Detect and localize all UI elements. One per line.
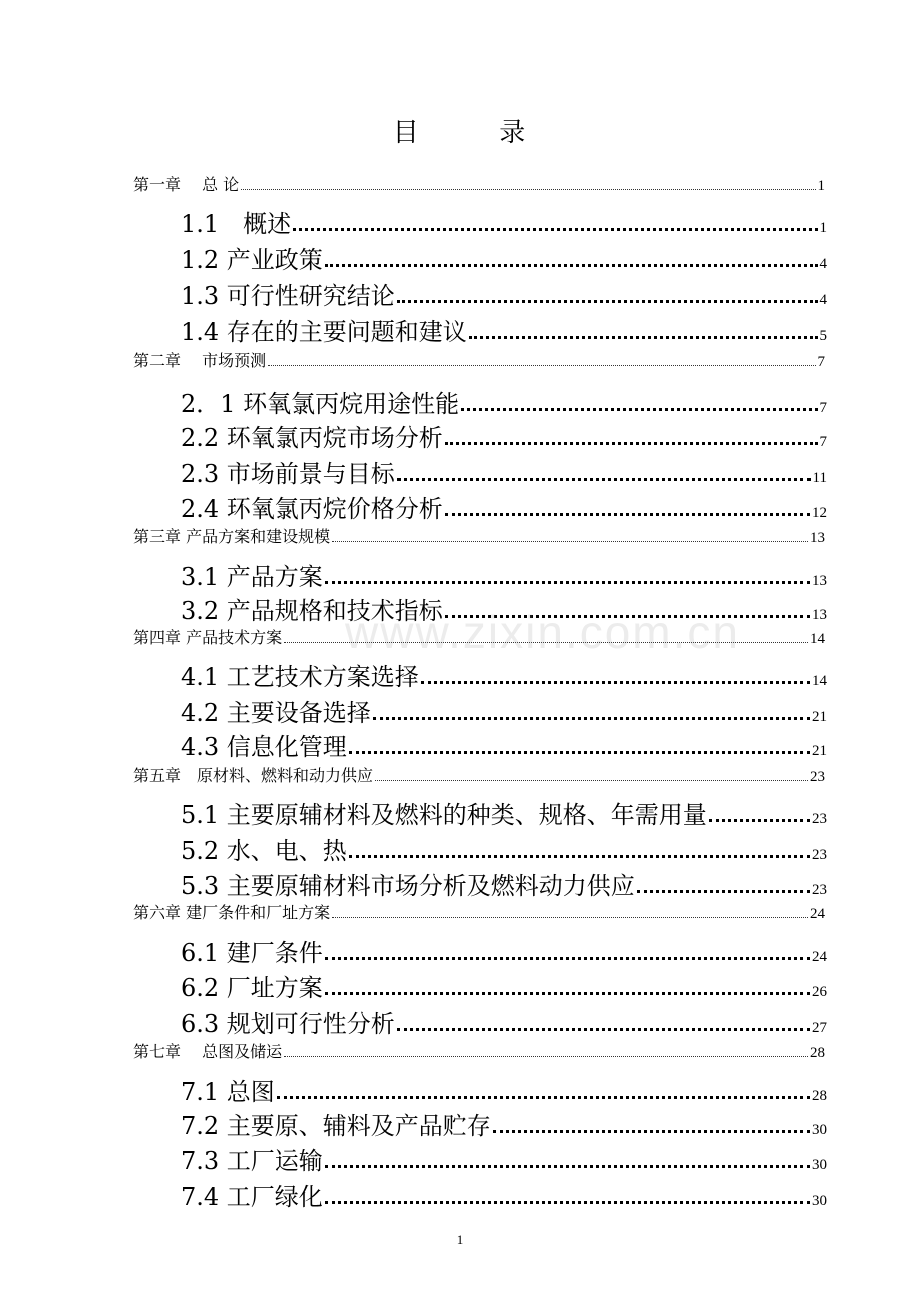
dot-leader: [349, 751, 810, 754]
toc-entry-label: 4.1 工艺技术方案选择: [181, 663, 419, 691]
toc-entry-label: 4.3 信息化管理: [181, 733, 347, 761]
toc-section-entry[interactable]: [181, 384, 827, 419]
toc-entry-page: 21: [812, 743, 827, 759]
toc-section-entry[interactable]: [181, 657, 827, 692]
toc-section-entry[interactable]: [181, 1004, 827, 1039]
toc-entry-label: 4.2 主要设备选择: [181, 699, 371, 727]
dot-leader: [397, 300, 818, 303]
toc-entry-page: 4: [819, 292, 827, 308]
toc-entry-label: 1.3 可行性研究结论: [181, 282, 395, 310]
dot-leader: [349, 855, 810, 858]
toc-entry-page: 11: [812, 470, 827, 486]
toc-entry-label: 第二章 市场预测: [133, 351, 267, 370]
toc-entry-page: 24: [810, 906, 825, 922]
toc-entry-page: 28: [812, 1088, 827, 1104]
dot-leader: [445, 513, 810, 516]
toc-entry-page: 7: [819, 400, 827, 416]
toc-section-entry[interactable]: [181, 557, 827, 592]
toc-section-entry[interactable]: [181, 1072, 827, 1107]
toc-section-entry[interactable]: [181, 204, 827, 239]
dot-leader: [397, 478, 811, 481]
toc-section-entry[interactable]: [181, 831, 827, 866]
toc-chapter-entry[interactable]: [133, 763, 825, 786]
toc-section-entry[interactable]: [181, 312, 827, 347]
toc-section-entry[interactable]: [181, 933, 827, 968]
toc-section-entry[interactable]: [181, 968, 827, 1003]
toc-section-entry[interactable]: [181, 693, 827, 728]
toc-entry-label: 7.2 主要原、辅料及产品贮存: [181, 1112, 491, 1140]
toc-entry-page: 21: [812, 709, 827, 725]
toc-entry-label: 2.4 环氧氯丙烷价格分析: [181, 495, 443, 523]
toc-entry-label: 3.1 产品方案: [181, 563, 323, 591]
toc-entry-label: 第六章 建厂条件和厂址方案: [133, 903, 331, 922]
dot-leader: [421, 681, 810, 684]
toc-entry-page: 12: [812, 505, 827, 521]
dot-leader: [397, 1028, 810, 1031]
toc-entry-page: 23: [812, 811, 827, 827]
dot-leader: [461, 408, 817, 411]
toc-entry-label: 第三章 产品方案和建设规模: [133, 527, 331, 546]
toc-section-entry[interactable]: [181, 276, 827, 311]
toc-section-entry[interactable]: [181, 727, 827, 762]
dot-leader: [469, 336, 818, 339]
toc-chapter-entry[interactable]: [133, 348, 825, 371]
dot-leader: [493, 1130, 810, 1133]
toc-entry-label: 2.3 市场前景与目标: [181, 460, 395, 488]
toc-entry-page: 13: [812, 573, 827, 589]
toc-entry-label: 第四章 产品技术方案: [133, 628, 283, 647]
toc-chapter-entry[interactable]: [133, 524, 825, 547]
toc-section-entry[interactable]: [181, 1141, 827, 1176]
toc-section-entry[interactable]: [181, 866, 827, 901]
toc-entry-page: 7: [817, 354, 825, 370]
toc-entry-label: 7.1 总图: [181, 1078, 275, 1106]
toc-chapter-entry[interactable]: [133, 1039, 825, 1062]
toc-entry-page: 13: [810, 530, 825, 546]
toc-entry-page: 30: [812, 1157, 827, 1173]
toc-entry-page: 13: [812, 607, 827, 623]
toc-chapter-entry[interactable]: [133, 900, 825, 923]
dot-leader: [325, 1201, 810, 1204]
toc-entry-label: 1.1 概述: [181, 210, 292, 238]
dot-leader: [268, 365, 815, 366]
toc-entry-label: 3.2 产品规格和技术指标: [181, 597, 443, 625]
toc-entry-label: 1.4 存在的主要问题和建议: [181, 318, 467, 346]
toc-entry-page: 23: [812, 847, 827, 863]
dot-leader: [293, 228, 817, 231]
toc-entry-page: 1: [817, 178, 825, 194]
toc-entry-page: 4: [819, 256, 827, 272]
toc-entry-label: 2.2 环氧氯丙烷市场分析: [181, 424, 443, 452]
dot-leader: [241, 189, 815, 190]
toc-entry-label: 第七章 总图及储运: [133, 1042, 283, 1061]
dot-leader: [277, 1096, 810, 1099]
toc-entry-label: 7.3 工厂运输: [181, 1147, 323, 1175]
toc-entry-page: 1: [819, 220, 827, 236]
toc-entry-page: 26: [812, 984, 827, 1000]
toc-chapter-entry[interactable]: [133, 172, 825, 195]
toc-entry-label: 6.1 建厂条件: [181, 939, 323, 967]
toc-entry-label: 5.1 主要原辅材料及燃料的种类、规格、年需用量: [181, 801, 707, 829]
toc-entry-page: 5: [819, 328, 827, 344]
toc-entry-label: 第一章 总 论: [133, 175, 240, 194]
toc-entry-label: 5.3 主要原辅材料市场分析及燃料动力供应: [181, 872, 635, 900]
toc-entry-page: 24: [812, 949, 827, 965]
dot-leader: [325, 581, 810, 584]
toc-entry-label: 7.4 工厂绿化: [181, 1183, 323, 1211]
dot-leader: [709, 819, 810, 822]
dot-leader: [375, 780, 808, 781]
toc-entry-label: 1.2 产业政策: [181, 246, 323, 274]
toc-entry-page: 28: [810, 1045, 825, 1061]
dot-leader: [325, 957, 810, 960]
dot-leader: [373, 717, 810, 720]
toc-entry-page: 27: [812, 1020, 827, 1036]
toc-entry-page: 7: [819, 434, 827, 450]
toc-entry-label: 6.2 厂址方案: [181, 974, 323, 1002]
toc-entry-page: 30: [812, 1193, 827, 1209]
dot-leader: [637, 890, 810, 893]
toc-entry-label: 2．1 环氧氯丙烷用途性能: [181, 390, 460, 418]
page-number: 1: [456, 1232, 464, 1247]
toc-entry-page: 14: [812, 673, 827, 689]
dot-leader: [445, 442, 818, 445]
toc-entry-label: 6.3 规划可行性分析: [181, 1010, 395, 1038]
toc-section-entry[interactable]: [181, 489, 827, 524]
toc-entry-page: 30: [812, 1122, 827, 1138]
toc-section-entry[interactable]: [181, 454, 827, 489]
toc-section-entry[interactable]: [181, 795, 827, 830]
toc-title-part1: 目: [392, 118, 421, 148]
dot-leader: [284, 1056, 808, 1057]
toc-section-entry[interactable]: [181, 418, 827, 453]
dot-leader: [332, 541, 808, 542]
watermark: www.zixin.com.cn: [345, 606, 740, 658]
toc-entry-page: 23: [812, 882, 827, 898]
toc-entry-page: 14: [810, 631, 825, 647]
toc-section-entry[interactable]: [181, 1106, 827, 1141]
toc-title-part2: 录: [499, 118, 528, 148]
toc-entry-label: 5.2 水、电、热: [181, 837, 347, 865]
toc-entry-page: 23: [810, 769, 825, 785]
toc-section-entry[interactable]: [181, 240, 827, 275]
toc-section-entry[interactable]: [181, 1177, 827, 1212]
toc-entry-label: 第五章 原材料、燃料和动力供应: [133, 766, 374, 785]
dot-leader: [325, 992, 810, 995]
dot-leader: [325, 1165, 810, 1168]
dot-leader: [332, 917, 808, 918]
dot-leader: [325, 264, 818, 267]
